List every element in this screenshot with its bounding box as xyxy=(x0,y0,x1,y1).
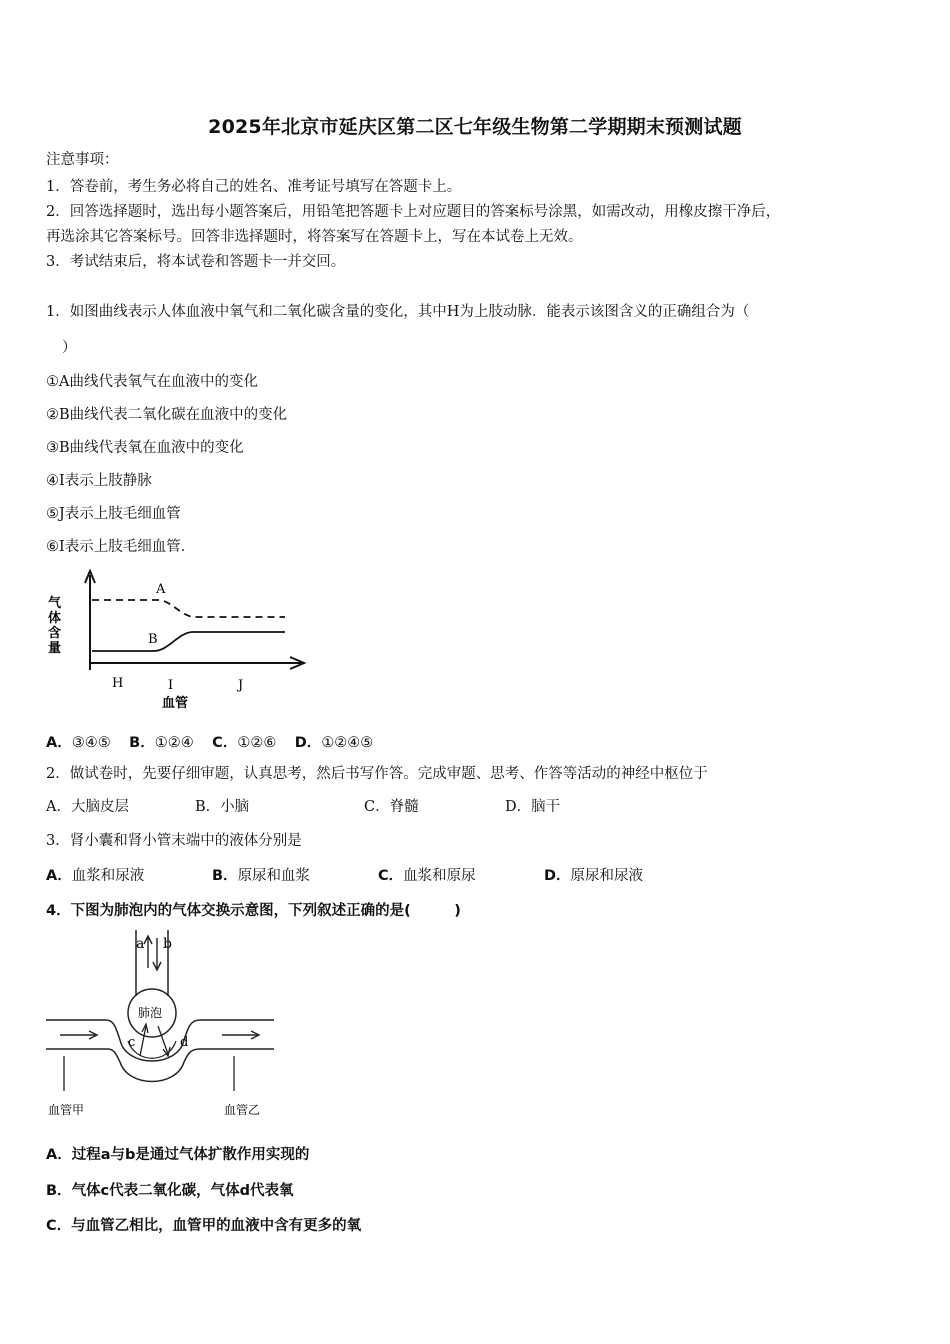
q3-option-c-label: C． xyxy=(378,868,404,884)
capillary-lower-wall xyxy=(46,1049,274,1082)
q3-option-a-text: 血浆和尿液 xyxy=(71,868,145,884)
x-tick-i: I xyxy=(168,678,174,693)
x-tick-h: H xyxy=(112,676,124,691)
q4-option-a-label: A． xyxy=(46,1147,72,1163)
q2-option-d: D．脑干 xyxy=(505,799,561,815)
y-label-char-1: 气 xyxy=(48,596,62,611)
q3-option-b-label: B． xyxy=(212,868,238,884)
q1-options xyxy=(46,731,373,752)
label-b: b xyxy=(163,936,172,952)
q4-option-a xyxy=(46,1143,309,1164)
q4-option-a-text: 过程a与b是通过气体扩散作用实现的 xyxy=(71,1147,310,1163)
notice-item-2-line-1: 2．回答选择题时，选出每小题答案后，用铅笔把答题卡上对应题目的答案标号涂黑，如需改动，用橡皮擦干净后， xyxy=(46,204,781,220)
q1-option-b-text: ①②④ xyxy=(154,735,194,751)
q4-option-b-label: B． xyxy=(46,1183,72,1199)
notice-item-1: 1．答卷前，考生务必将自己的姓名、准考证号填写在答题卡上。 xyxy=(46,179,462,195)
q1-statement-4: ④I表示上肢静脉 xyxy=(46,473,152,489)
q1-option-c-text: ①②⑥ xyxy=(237,735,277,751)
x-axis xyxy=(90,657,304,669)
curve-a-label: A xyxy=(156,582,166,597)
x-tick-j: J xyxy=(238,678,244,693)
notice-heading: 注意事项： xyxy=(46,152,119,168)
vessel-left-label: 血管甲 xyxy=(48,1103,85,1117)
page-title: 2025年北京市延庆区第二区七年级生物第二学期期末预测试题 xyxy=(208,116,742,138)
q4-option-c-label: C． xyxy=(46,1218,72,1234)
y-label-char-2: 体 xyxy=(48,611,62,626)
q1-stem-line-1: 1．如图曲线表示人体血液中氧气和二氧化碳含量的变化，其中H为上肢动脉．能表示该图含义的正确组合为（ xyxy=(46,304,750,320)
q1-statement-5: ⑤J表示上肢毛细血管 xyxy=(46,506,181,522)
q4-alveolus-diagram xyxy=(44,928,276,1123)
q2-stem: 2．做试卷时，先要仔细审题，认真思考，然后书写作答。完成审题、思考、作答等活动的神经中枢位于 xyxy=(46,766,708,782)
q1-statement-2: ②B曲线代表二氧化碳在血液中的变化 xyxy=(46,407,288,423)
q4-option-b xyxy=(46,1179,294,1200)
q4-option-c-text: 与血管乙相比，血管甲的血液中含有更多的氧 xyxy=(71,1218,362,1234)
q4-option-c xyxy=(46,1214,361,1235)
q3-option-d xyxy=(544,864,643,885)
q4-stem: 4．下图为肺泡内的气体交换示意图，下列叙述正确的是( ) xyxy=(46,903,461,919)
q1-option-d-label: D． xyxy=(294,735,322,751)
q1-option-a-text: ③④⑤ xyxy=(71,735,111,751)
y-axis xyxy=(85,571,95,670)
q3-option-d-text: 原尿和尿液 xyxy=(570,868,644,884)
q3-option-c xyxy=(378,864,476,885)
q4-option-b-text: 气体c代表二氧化碳，气体d代表氧 xyxy=(71,1183,294,1199)
q1-statement-3: ③B曲线代表氧在血液中的变化 xyxy=(46,440,244,456)
q1-option-b-label: B． xyxy=(129,735,155,751)
q2-option-a: A．大脑皮层 xyxy=(46,799,129,815)
q1-option-a-label: A． xyxy=(46,735,72,751)
q1-option-c-label: C． xyxy=(212,735,238,751)
notice-item-2-line-2: 再选涂其它答案标号。回答非选择题时，将答案写在答题卡上，写在本试卷上无效。 xyxy=(46,229,583,245)
y-label-char-4: 量 xyxy=(48,641,62,656)
q3-option-d-label: D． xyxy=(544,868,571,884)
alveolus-label: 肺泡 xyxy=(138,1006,163,1020)
q3-option-a-label: A． xyxy=(46,868,72,884)
curve-b-label: B xyxy=(148,632,158,647)
y-label-char-3: 含 xyxy=(48,626,62,641)
vessel-right-label: 血管乙 xyxy=(224,1103,261,1117)
label-d: d xyxy=(180,1035,189,1050)
q3-option-c-text: 血浆和原尿 xyxy=(403,868,476,884)
x-axis-label: 血管 xyxy=(162,696,189,711)
q3-option-b xyxy=(212,864,310,885)
curve-a-line xyxy=(92,600,285,617)
label-a: a xyxy=(136,936,145,952)
q3-option-b-text: 原尿和血浆 xyxy=(237,868,311,884)
capillary-upper-wall xyxy=(46,1020,274,1061)
q3-option-a xyxy=(46,864,144,885)
q3-stem: 3．肾小囊和肾小管末端中的液体分别是 xyxy=(46,833,302,849)
q2-option-b: B．小脑 xyxy=(195,799,250,815)
q1-option-d-text: ①②④⑤ xyxy=(321,735,374,751)
q1-statement-6: ⑥I表示上肢毛细血管． xyxy=(46,539,196,555)
label-c: c xyxy=(128,1035,136,1050)
q1-stem-line-2: ） xyxy=(62,340,77,356)
q1-statement-1: ①A曲线代表氧气在血液中的变化 xyxy=(46,374,258,390)
q1-gas-graph xyxy=(40,565,320,715)
curve-b-line xyxy=(92,632,285,651)
notice-item-3: 3．考试结束后，将本试卷和答题卡一并交回。 xyxy=(46,254,346,270)
q2-option-c: C．脊髓 xyxy=(364,799,419,815)
